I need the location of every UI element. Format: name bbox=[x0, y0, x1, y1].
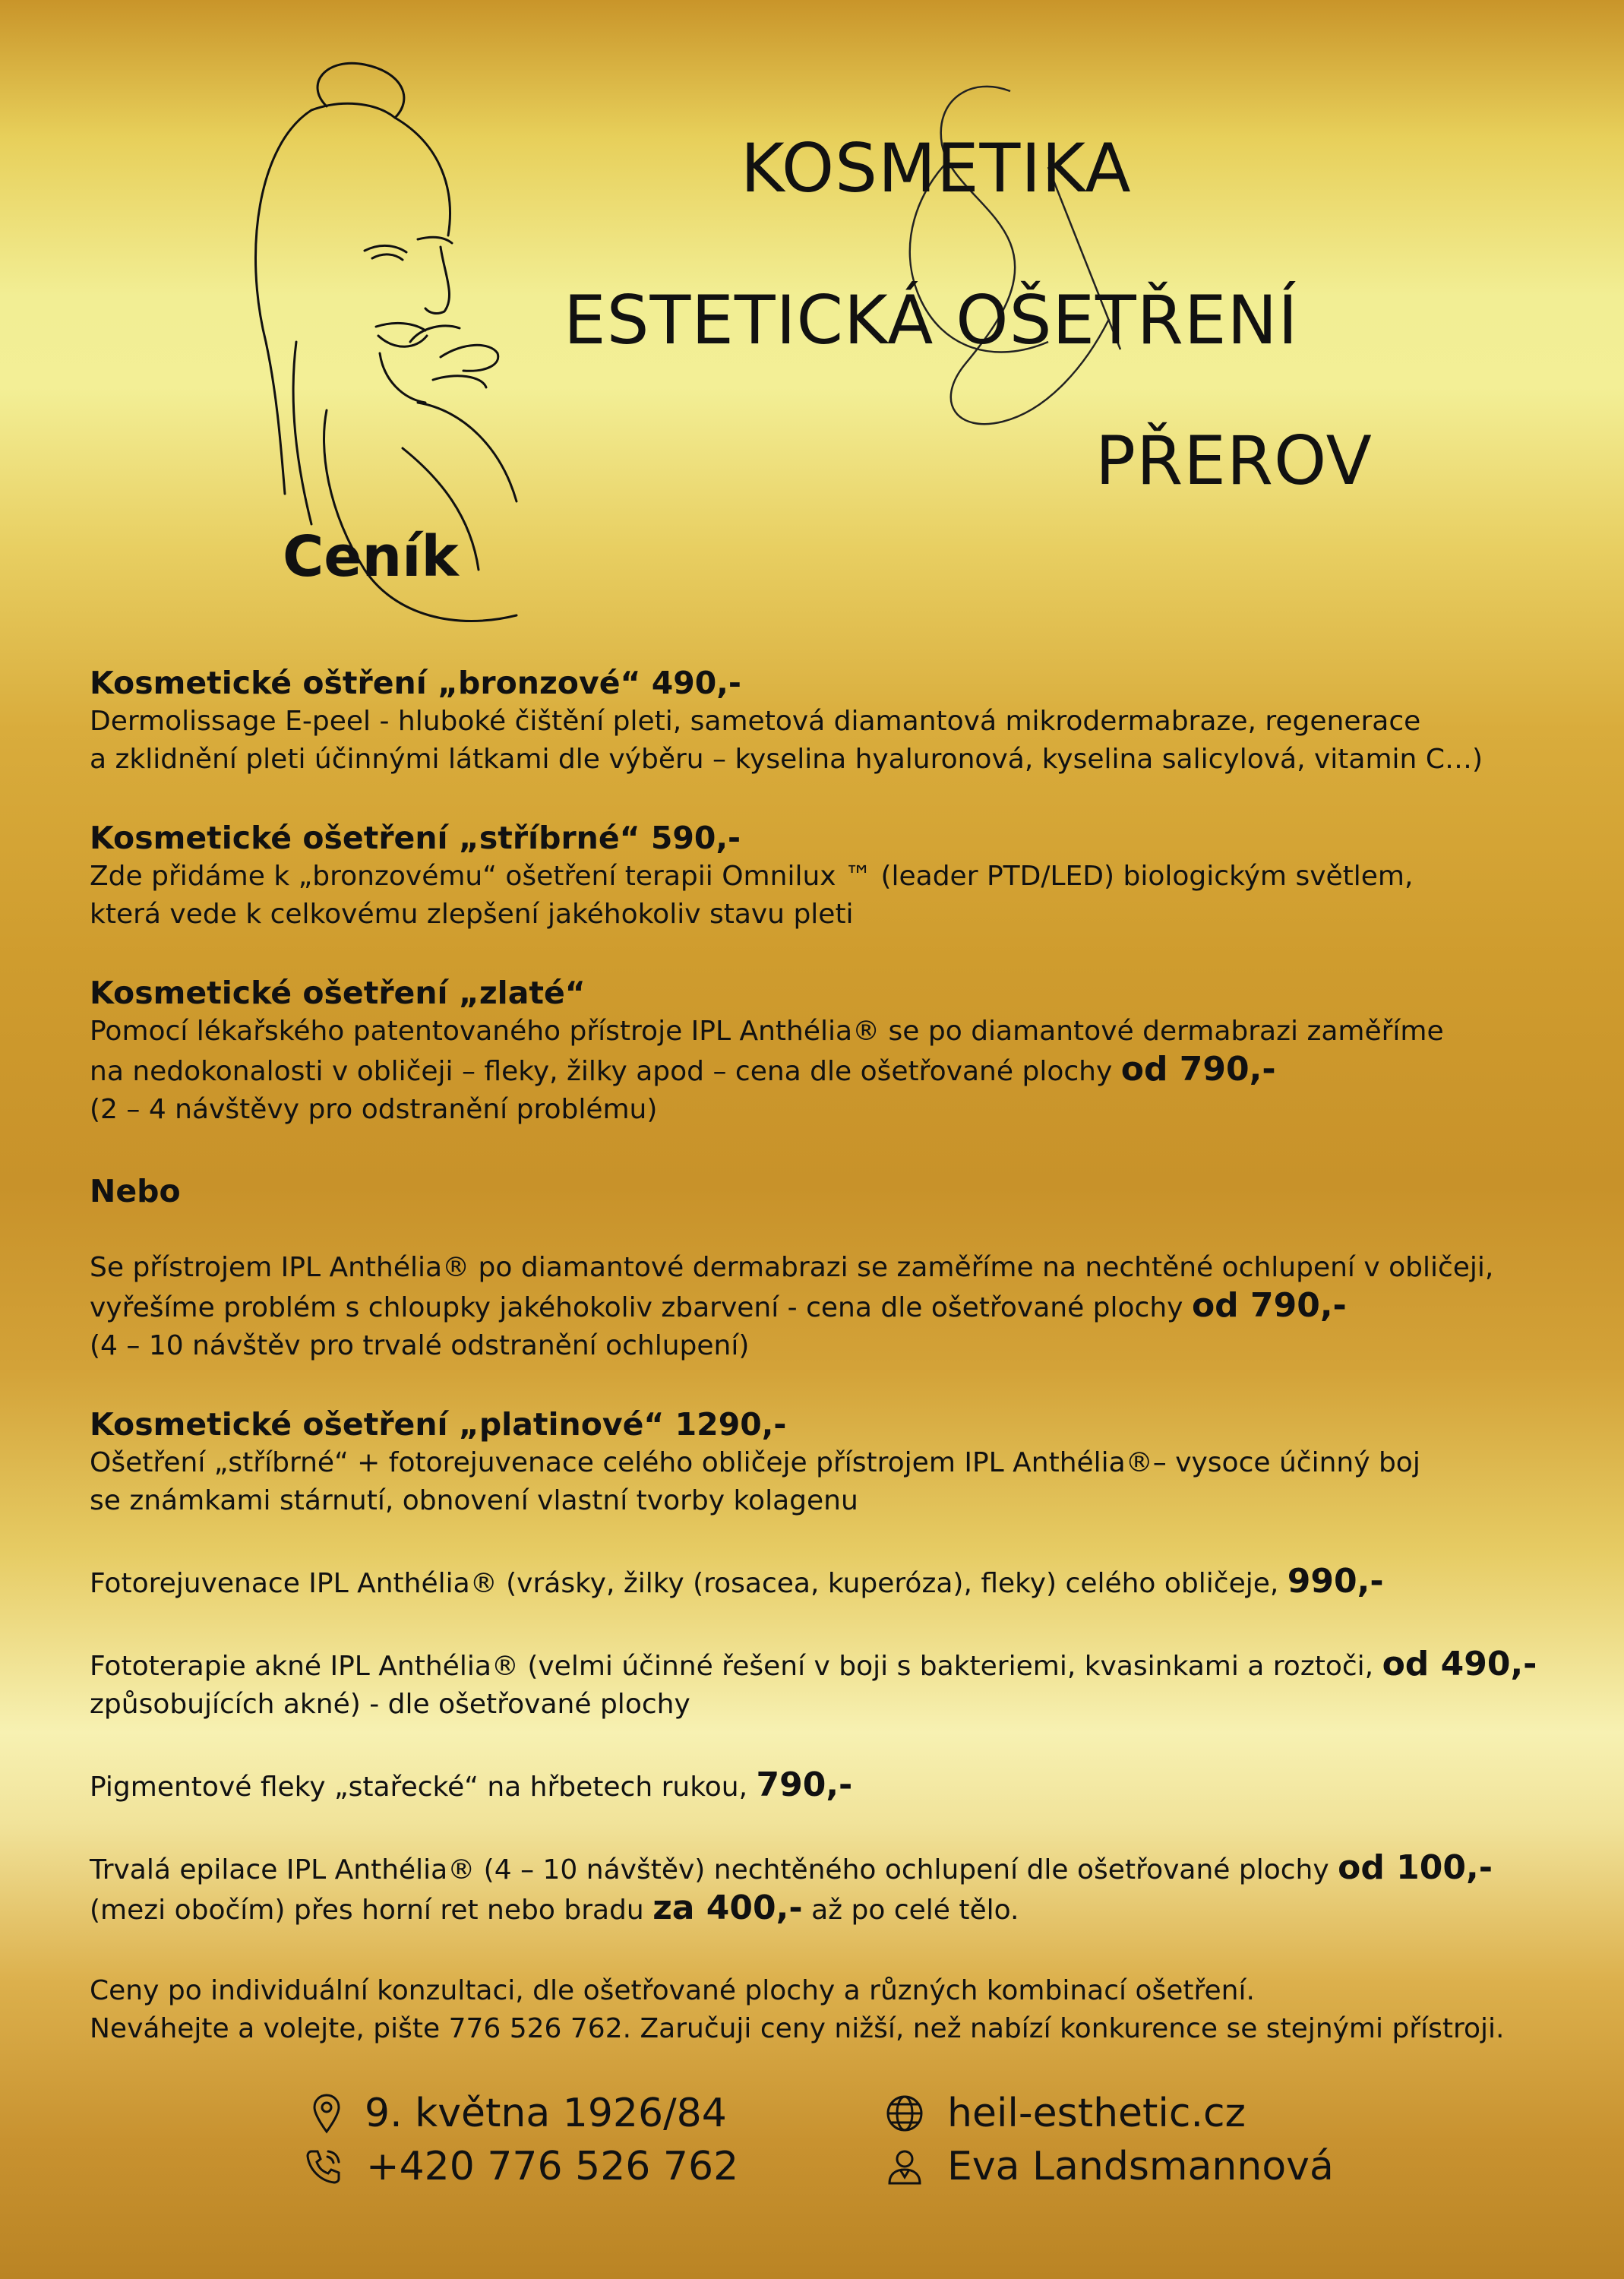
person-name: Eva Landsmannová bbox=[947, 2144, 1334, 2189]
description-line: která vede k celkovému zlepšení jakéhokoliv stavu pleti bbox=[90, 899, 854, 930]
description-text: Trvalá epilace IPL Anthélia® (4 – 10 návštěv) nechtěného ochlupení dle ošetřované plochy bbox=[90, 1854, 1329, 1885]
price: za 400,- bbox=[652, 1889, 803, 1927]
description-line: Ošetření „stříbrné“ + fotorejuvenace celého obličeje přístrojem IPL Anthélia®– vysoce účinný boj bbox=[90, 1447, 1420, 1478]
description-line: se známkami stárnutí, obnovení vlastní tvorby kolagenu bbox=[90, 1485, 858, 1516]
section-acne bbox=[90, 1645, 1556, 1724]
description-text: Fotorejuvenace IPL Anthélia® (vrásky, žilky (rosacea, kuperóza), fleky) celého obličeje, bbox=[90, 1568, 1279, 1599]
description-line bbox=[90, 1563, 1556, 1603]
price: 990,- bbox=[1287, 1562, 1384, 1601]
footer-address bbox=[311, 2091, 727, 2136]
description-line bbox=[90, 1766, 1556, 1806]
section-platinum bbox=[90, 1405, 1556, 1520]
description-line bbox=[90, 1051, 1556, 1091]
section-bronze bbox=[90, 663, 1556, 779]
section-epilation bbox=[90, 1849, 1556, 1930]
globe-icon bbox=[885, 2094, 924, 2133]
person-icon bbox=[885, 2147, 924, 2186]
footer-website[interactable] bbox=[885, 2091, 1246, 2136]
description-line: (2 – 4 návštěvy pro odstranění problému) bbox=[90, 1094, 658, 1125]
website-link[interactable]: heil-esthetic.cz bbox=[947, 2091, 1246, 2136]
title-esteticka-osetreni: ESTETICKÁ OŠETŘENÍ bbox=[564, 281, 1299, 359]
note-line: Neváhejte a volejte, pište 776 526 762. Zaručuji ceny nižší, než nabízí konkurence se stejnými přístroji. bbox=[90, 2013, 1505, 2044]
section-title: Kosmetické ošetření „stříbrné“ 590,- bbox=[90, 820, 741, 856]
section-title: Kosmetické oštření „bronzové“ 490,- bbox=[90, 665, 741, 701]
price: od 790,- bbox=[1120, 1050, 1276, 1089]
price: 790,- bbox=[756, 1765, 853, 1804]
description-text: až po celé tělo. bbox=[811, 1895, 1019, 1926]
description-line: (4 – 10 návštěv pro trvalé odstranění ochlupení) bbox=[90, 1330, 750, 1361]
description-text: Fototerapie akné IPL Anthélia® (velmi účinné řešení v boji s bakteriemi, kvasinkami a roztoči, bbox=[90, 1651, 1374, 1682]
footer-phone[interactable] bbox=[304, 2144, 738, 2189]
description-text: Pigmentové fleky „stařecké“ na hřbetech rukou, bbox=[90, 1772, 748, 1803]
section-title: Kosmetické ošetření „zlaté“ bbox=[90, 975, 586, 1011]
description-line: Dermolissage E-peel - hluboké čištění pleti, sametová diamantová mikrodermabraze, regenerace bbox=[90, 706, 1421, 737]
section-photorejuvenation bbox=[90, 1563, 1556, 1603]
section-note bbox=[90, 1972, 1556, 2048]
section-or bbox=[90, 1171, 1556, 1365]
description-line: a zklidnění pleti účinnými látkami dle výběru – kyselina hyaluronová, kyselina salicylová, vitamin C…) bbox=[90, 744, 1483, 775]
section-gold bbox=[90, 973, 1556, 1129]
description-line: Se přístrojem IPL Anthélia® po diamantové dermabrazi se zaměříme na nechtěné ochlupení v obličeji, bbox=[90, 1252, 1494, 1283]
price: od 490,- bbox=[1382, 1645, 1537, 1683]
description-line bbox=[90, 1849, 1556, 1889]
description-line: Zde přidáme k „bronzovému“ ošetření terapii Omnilux ™ (leader PTD/LED) biologickým světlem, bbox=[90, 861, 1414, 892]
description-line: způsobujících akné) - dle ošetřované plochy bbox=[90, 1689, 690, 1720]
section-pigment bbox=[90, 1766, 1556, 1806]
description-line bbox=[90, 1287, 1556, 1327]
price-list-heading: Ceník bbox=[283, 524, 459, 590]
title-prerov: PŘEROV bbox=[1095, 422, 1373, 500]
note-line: Ceny po individuální konzultaci, dle ošetřované plochy a různých kombinací ošetření. bbox=[90, 1975, 1255, 2006]
phone-icon bbox=[304, 2147, 343, 2186]
section-silver bbox=[90, 818, 1556, 934]
title-kosmetika: KOSMETIKA bbox=[741, 129, 1132, 207]
description-line: Pomocí lékařského patentovaného přístroje IPL Anthélia® se po diamantové dermabrazi zaměříme bbox=[90, 1016, 1444, 1047]
location-pin-icon bbox=[311, 2093, 342, 2134]
address-text: 9. května 1926/84 bbox=[365, 2091, 727, 2136]
description-text: na nedokonalosti v obličeji – fleky, žilky apod – cena dle ošetřované plochy bbox=[90, 1056, 1113, 1087]
description-text: vyřešíme problém s chloupky jakéhokoliv zbarvení - cena dle ošetřované plochy bbox=[90, 1292, 1183, 1323]
phone-text[interactable]: +420 776 526 762 bbox=[366, 2144, 739, 2189]
price-list bbox=[90, 663, 1556, 2048]
footer-person bbox=[885, 2144, 1334, 2189]
description-line bbox=[90, 1645, 1556, 1686]
description-line bbox=[90, 1889, 1556, 1930]
price: od 100,- bbox=[1338, 1848, 1493, 1887]
description-text: (mezi obočím) přes horní ret nebo bradu bbox=[90, 1895, 644, 1926]
price: od 790,- bbox=[1191, 1286, 1347, 1325]
section-title: Nebo bbox=[90, 1173, 181, 1209]
section-title: Kosmetické ošetření „platinové“ 1290,- bbox=[90, 1406, 787, 1443]
